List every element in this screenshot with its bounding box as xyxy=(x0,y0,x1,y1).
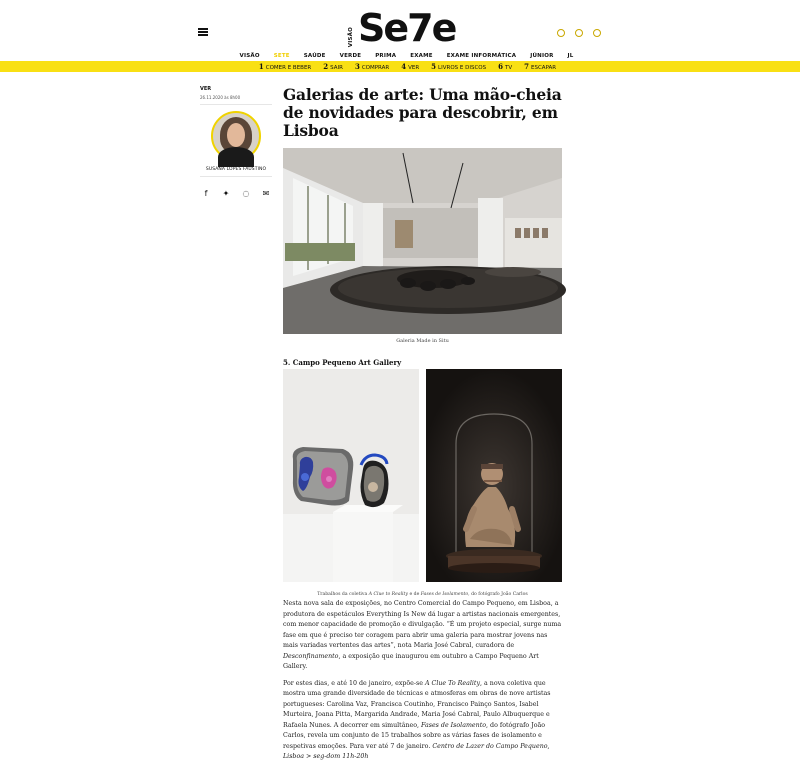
header-actions xyxy=(557,29,601,37)
paragraph-text: , do fotógrafo João Carlos, revela um conjunto de 15 trabalhos sobre as várias fases de isolamento e respetivas emoções. Para ver até 7 de janeiro. xyxy=(283,721,546,750)
paragraph-text: Por estes dias, e até 10 de janeiro, expõe-se xyxy=(283,679,425,687)
subnav-label: SAIR xyxy=(330,65,343,71)
site-logo[interactable] xyxy=(348,6,458,51)
brand-name: Se7e xyxy=(358,6,456,50)
notification-icon[interactable] xyxy=(575,29,583,37)
article-title: Galerias de arte: Uma mão-cheia de novidades para descobrir, em Lisboa xyxy=(283,85,562,140)
divider xyxy=(200,176,272,177)
article-header xyxy=(283,86,563,140)
subnav-item-comprar[interactable] xyxy=(355,62,389,71)
subnav-number: 4 xyxy=(401,62,407,71)
nav-item-prima[interactable]: PRIMA xyxy=(375,53,397,59)
article-paragraph xyxy=(283,599,563,673)
subnav-item-sair[interactable] xyxy=(323,62,343,71)
nav-item-exame-informatica[interactable]: EXAME INFORMÁTICA xyxy=(446,53,517,59)
subnav-item-livros-e-discos[interactable] xyxy=(431,62,486,71)
paragraph-text: , a nova coletiva que mostra uma grande diversidade de técnicas e atmosferas em obras de nove artistas portugueses: Carolina Vaz, Francisca Coutinho, Francisco Painço Santos, Isabel Murteira, Joana Pitta, Margarida Andrade, Maria José Cabral, Paulo Albuquerque e Rafaela Nunes. A decorrer em simultâneo, xyxy=(283,679,551,729)
nav-item-jl[interactable]: JL xyxy=(567,53,574,59)
author-avatar[interactable] xyxy=(211,111,261,161)
subnav-label: LIVROS E DISCOS xyxy=(438,65,487,71)
nav-item-exame[interactable]: EXAME xyxy=(410,53,433,59)
paragraph-text: , a exposição que inaugurou em outubro a Campo Pequeno Art Gallery. xyxy=(283,652,539,670)
site-header xyxy=(0,0,800,52)
subnav-number: 3 xyxy=(354,62,360,71)
caption-text: e de xyxy=(407,592,421,597)
share-bar xyxy=(200,189,272,198)
subnav-number: 2 xyxy=(323,62,329,71)
subnav-item-escapar[interactable] xyxy=(524,62,556,71)
nav-item-sete[interactable]: SETE xyxy=(273,53,290,59)
caption-work-title: A Clue to Reality xyxy=(368,592,408,597)
user-icon[interactable] xyxy=(557,29,565,37)
subnav-number: 1 xyxy=(258,62,264,71)
twitter-icon[interactable]: ✦ xyxy=(222,189,230,198)
paragraph-italic: Desconfinamento xyxy=(283,652,339,660)
nav-item-junior[interactable]: JÚNIOR xyxy=(530,53,554,59)
article-paragraph xyxy=(283,679,563,763)
facebook-icon[interactable]: f xyxy=(204,189,208,198)
main-nav xyxy=(0,51,800,61)
subnav-number: 5 xyxy=(431,62,437,71)
email-icon[interactable]: ✉ xyxy=(262,189,270,198)
subnav-label: ESCAPAR xyxy=(531,65,557,71)
caption-text: , do fotógrafo João Carlos xyxy=(468,592,528,597)
ceramics-photo[interactable] xyxy=(283,369,419,582)
whatsapp-icon[interactable]: ◌ xyxy=(242,189,250,198)
gallery-photo[interactable] xyxy=(283,148,562,334)
brand-prefix: VISÃO xyxy=(348,27,354,48)
search-icon[interactable] xyxy=(593,29,601,37)
subnav-label: VER xyxy=(408,65,420,71)
gallery-section-heading: 5. Campo Pequeno Art Gallery xyxy=(283,358,402,367)
subnav-item-comer-e-beber[interactable] xyxy=(259,62,311,71)
sculpture-illustration xyxy=(426,369,562,582)
gallery-photo-caption: Galeria Made in Situ xyxy=(396,338,449,344)
nav-item-visao[interactable]: VISÃO xyxy=(239,53,260,59)
article-sidebar xyxy=(200,86,272,198)
artworks-caption xyxy=(283,592,562,597)
subnav-item-ver[interactable] xyxy=(401,62,419,71)
avatar-face xyxy=(227,123,245,147)
sculpture-photo[interactable] xyxy=(426,369,562,582)
publish-date: 26.11.2020 às 8h00 xyxy=(200,95,241,100)
section-nav xyxy=(0,61,800,72)
subnav-number: 7 xyxy=(524,62,529,71)
caption-text: Trabalhos da coletiva xyxy=(317,592,369,597)
paragraph-text: Nesta nova sala de exposições, no Centro Comercial do Campo Pequeno, em Lisboa, a produtora de espetáculos Everything Is New dá lugar a artistas nacionais emergentes, com menor capacidade de promoção e divulgação. “É um projeto especial, surge numa fase em que é preciso ter coragem para abrir uma galeria para mostrar jovens nas mais variadas vertentes das artes”, nota Maria José Cabral, curadora de xyxy=(283,600,562,649)
author-name[interactable]: SUSANA LOPES FAUSTINO xyxy=(205,167,267,172)
venue-info: Centro de Lazer do Campo Pequeno, Lisboa > seg-dom 11h-20h xyxy=(283,742,550,760)
avatar-body xyxy=(218,147,254,167)
subnav-label: COMPRAR xyxy=(361,65,390,71)
subnav-item-tv[interactable] xyxy=(498,62,512,71)
nav-item-verde[interactable]: VERDE xyxy=(339,53,362,59)
section-tag[interactable]: VER xyxy=(200,86,212,92)
divider xyxy=(200,104,272,105)
subnav-label: COMER E BEBER xyxy=(265,65,312,71)
gallery-illustration xyxy=(283,148,562,334)
subnav-number: 6 xyxy=(498,62,503,71)
ceramics-illustration xyxy=(283,369,419,582)
paragraph-italic: Fases de Isolamento xyxy=(421,721,487,729)
subnav-label: TV xyxy=(505,65,513,71)
hamburger-icon[interactable] xyxy=(198,28,208,36)
article-body xyxy=(283,599,563,769)
nav-item-saude[interactable]: SAÚDE xyxy=(303,53,326,59)
paragraph-italic: A Clue To Reality xyxy=(425,679,481,687)
caption-work-title: Fases de Isolamento xyxy=(420,592,469,597)
